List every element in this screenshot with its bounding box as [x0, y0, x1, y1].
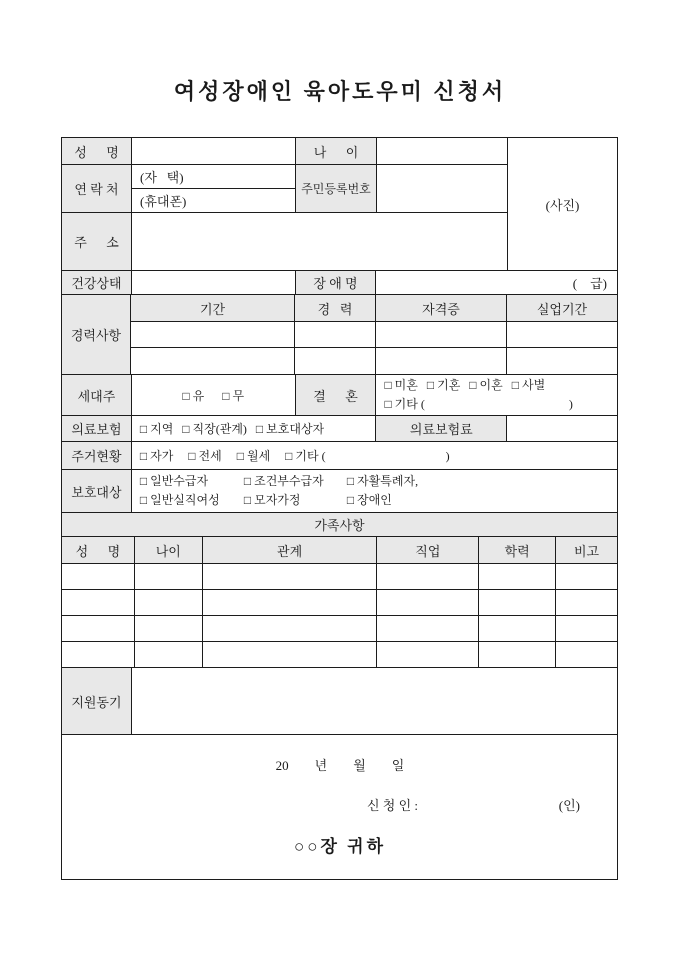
family-relation-input-cell[interactable] — [203, 564, 378, 590]
family-row — [62, 642, 617, 668]
address-input-cell[interactable] — [132, 213, 508, 271]
family-note-input-cell[interactable] — [556, 616, 617, 642]
family-header-job: 직업 — [377, 537, 479, 564]
family-relation-input-cell[interactable] — [203, 590, 378, 616]
protection-option-disabled[interactable]: □ 장애인 — [346, 493, 392, 507]
protection-option-single-mother[interactable]: □ 모자가정 — [243, 493, 301, 507]
family-education-input-cell[interactable] — [479, 590, 556, 616]
photo-placeholder-cell: (사진) — [508, 138, 617, 271]
family-header-name: 성 명 — [62, 537, 135, 564]
page-title: 여성장애인 육아도우미 신청서 — [173, 79, 507, 104]
career-period-input-cell[interactable] — [131, 348, 295, 375]
family-relation-input-cell[interactable] — [203, 616, 378, 642]
seal-label: (인) — [558, 798, 580, 813]
motivation-label: 지원동기 — [62, 668, 132, 735]
protection-option-self-support[interactable]: □ 자활특례자, — [346, 474, 419, 488]
marriage-options[interactable] — [376, 375, 617, 416]
protection-section — [62, 470, 617, 513]
address-label: 주 소 — [62, 213, 132, 271]
family-header-note: 비고 — [556, 537, 617, 564]
applicant-label: 신 청 인 : — [367, 798, 419, 813]
householder-label: 세대주 — [62, 375, 132, 416]
family-row — [62, 616, 617, 642]
family-job-input-cell[interactable] — [377, 616, 479, 642]
career-period-input-cell[interactable] — [131, 322, 295, 348]
family-education-input-cell[interactable] — [479, 642, 556, 668]
protection-options[interactable] — [132, 470, 617, 513]
health-section — [62, 271, 617, 295]
recipient-line: ○○장 귀하 — [293, 837, 387, 856]
health-label: 건강상태 — [62, 271, 132, 295]
family-header-education: 학력 — [479, 537, 556, 564]
family-section-banner — [62, 513, 617, 537]
application-form-table — [61, 137, 618, 880]
date-line: 20 년 월 일 — [275, 758, 405, 773]
family-education-input-cell[interactable] — [479, 616, 556, 642]
family-relation-input-cell[interactable] — [203, 642, 378, 668]
marriage-options-line1[interactable]: □ 미혼 □ 기혼 □ 이혼 □ 사별 — [384, 378, 546, 392]
career-experience-input-cell[interactable] — [295, 348, 376, 375]
protection-option-general-recipient[interactable]: □ 일반수급자 — [139, 474, 209, 488]
householder-section — [62, 375, 617, 416]
career-license-input-cell[interactable] — [376, 322, 507, 348]
family-job-input-cell[interactable] — [377, 642, 479, 668]
career-unemployment-input-cell[interactable] — [507, 348, 617, 375]
insurance-fee-input-cell[interactable] — [507, 416, 617, 442]
disability-name-label: 장 애 명 — [296, 271, 377, 295]
insurance-fee-label: 의료보험료 — [376, 416, 507, 442]
family-note-input-cell[interactable] — [556, 564, 617, 590]
career-header-license: 자격증 — [376, 295, 507, 322]
family-age-input-cell[interactable] — [135, 590, 203, 616]
career-license-input-cell[interactable] — [376, 348, 507, 375]
insurance-section — [62, 416, 617, 442]
family-header-relation: 관계 — [203, 537, 378, 564]
career-label: 경력사항 — [62, 295, 131, 375]
protection-label: 보호대상 — [62, 470, 132, 513]
age-label: 나 이 — [296, 138, 377, 165]
family-age-input-cell[interactable] — [135, 616, 203, 642]
family-age-input-cell[interactable] — [135, 564, 203, 590]
family-row — [62, 564, 617, 590]
resident-no-input-cell[interactable] — [377, 165, 508, 213]
career-section — [62, 295, 617, 375]
identity-section — [62, 138, 617, 271]
family-education-input-cell[interactable] — [479, 564, 556, 590]
motivation-section — [62, 668, 617, 735]
signature-section — [62, 735, 618, 879]
protection-option-unemployed-woman[interactable]: □ 일반실직여성 — [139, 493, 220, 507]
motivation-input-cell[interactable] — [132, 668, 617, 735]
career-unemployment-input-cell[interactable] — [507, 322, 617, 348]
family-row — [62, 590, 617, 616]
name-input-cell[interactable] — [132, 138, 296, 165]
career-experience-input-cell[interactable] — [295, 322, 376, 348]
marriage-options-line2[interactable]: □ 기타 ( ) — [384, 397, 573, 411]
householder-options[interactable]: □ 유 □ 무 — [132, 375, 296, 416]
marriage-label: 결 혼 — [296, 375, 377, 416]
family-header-age: 나이 — [135, 537, 203, 564]
contact-label: 연 락 처 — [62, 165, 132, 213]
protection-option-conditional-recipient[interactable]: □ 조건부수급자 — [243, 474, 324, 488]
resident-no-label: 주민등록번호 — [296, 165, 377, 213]
family-name-input-cell[interactable] — [62, 564, 135, 590]
name-label: 성 명 — [62, 138, 132, 165]
health-input-cell[interactable] — [132, 271, 296, 295]
housing-options[interactable]: □ 자가 □ 전세 □ 월세 □ 기타 ( ) — [132, 442, 617, 470]
housing-section — [62, 442, 617, 470]
family-section-title: 가족사항 — [62, 513, 617, 537]
family-name-input-cell[interactable] — [62, 642, 135, 668]
insurance-options[interactable]: □ 지역 □ 직장(관계) □ 보호대상자 — [132, 416, 377, 442]
family-job-input-cell[interactable] — [377, 564, 479, 590]
family-name-input-cell[interactable] — [62, 616, 135, 642]
contact-home-input-cell[interactable]: (자 택) — [132, 165, 296, 189]
family-name-input-cell[interactable] — [62, 590, 135, 616]
career-header-experience: 경 력 — [295, 295, 376, 322]
family-age-input-cell[interactable] — [135, 642, 203, 668]
career-header-unemployment: 실업기간 — [507, 295, 617, 322]
family-table-header — [62, 537, 617, 564]
contact-mobile-input-cell[interactable]: (휴대폰) — [132, 189, 296, 213]
age-input-cell[interactable] — [377, 138, 508, 165]
family-note-input-cell[interactable] — [556, 642, 617, 668]
family-note-input-cell[interactable] — [556, 590, 617, 616]
career-header-period: 기간 — [131, 295, 295, 322]
insurance-label: 의료보험 — [62, 416, 132, 442]
disability-grade-input-cell[interactable]: ( 급) — [376, 271, 617, 295]
housing-label: 주거현황 — [62, 442, 132, 470]
family-job-input-cell[interactable] — [377, 590, 479, 616]
